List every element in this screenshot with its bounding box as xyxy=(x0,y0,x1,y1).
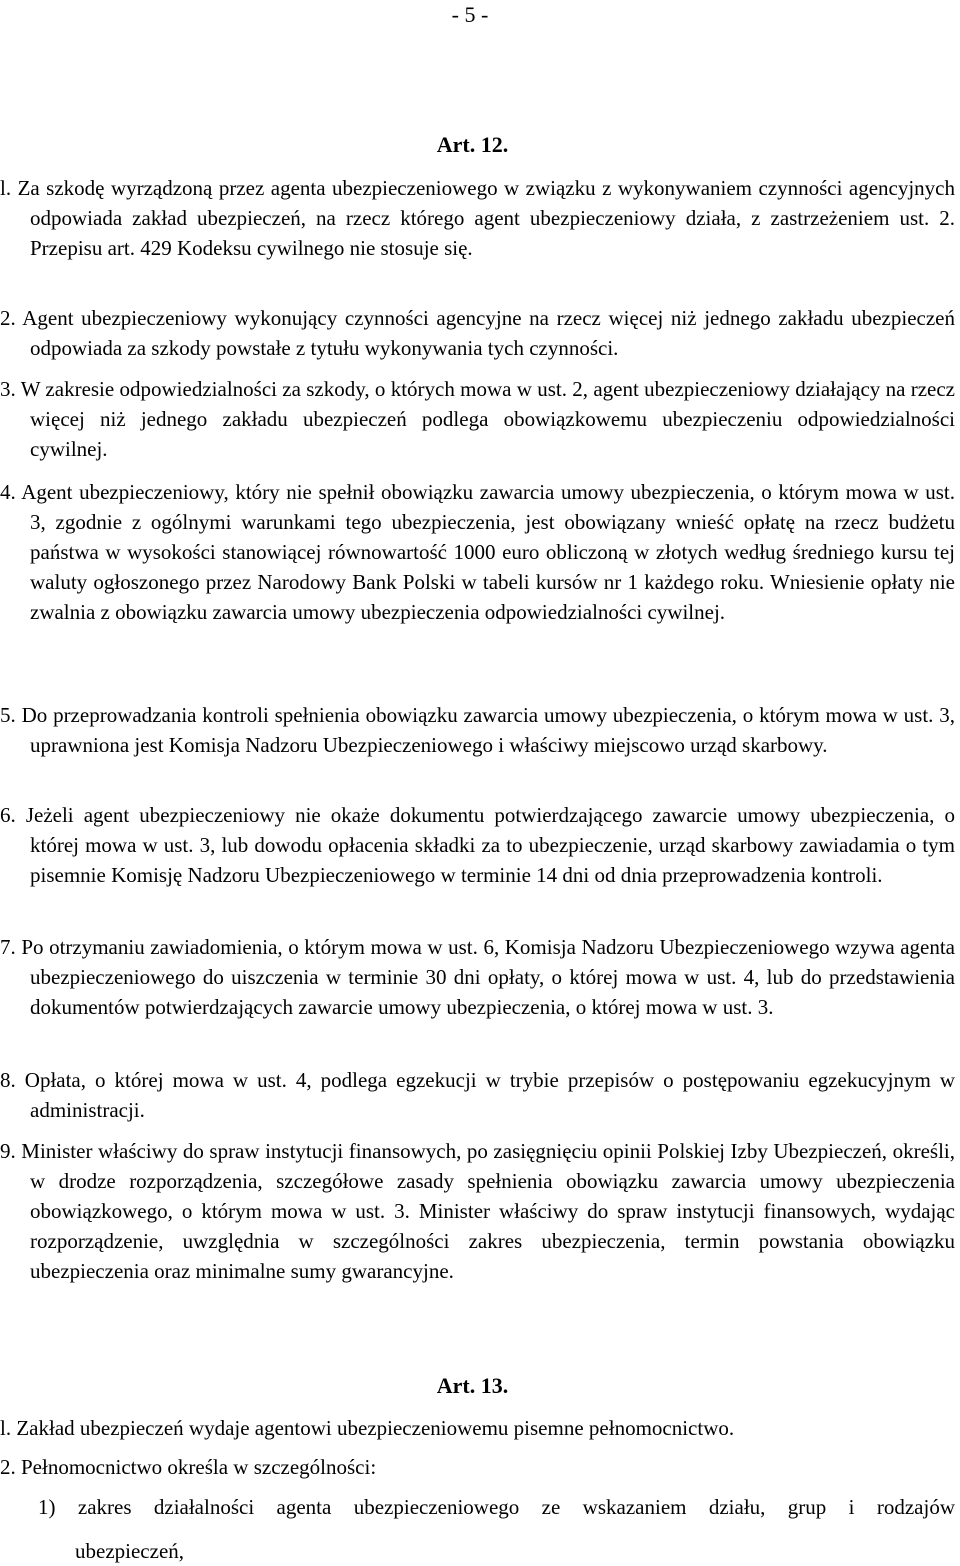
para-number: 3. xyxy=(0,377,16,401)
para-text: Jeżeli agent ubezpieczeniowy nie okaże dokumentu potwierdzającego zawarcie umowy ubezpieczenia, o której mowa w ust. 3, lub dowodu opłacenia składki za to ubezpieczenie, urząd skarbowy zawiadamia o tym pisemnie Komisję Nadzoru Ubezpieczeniowego w terminie 14 dni od dnia przeprowadzenia kontroli. xyxy=(25,803,956,887)
para-text: Opłata, o której mowa w ust. 4, podlega egzekucji w trybie przepisów o postępowaniu egzekucyjnym w administracji. xyxy=(24,1068,955,1122)
para-number: l. xyxy=(0,176,12,200)
art12-para-9 xyxy=(0,1136,955,1286)
para-number: 4. xyxy=(0,480,16,504)
para-text: Po otrzymaniu zawiadomienia, o którym mowa w ust. 6, Komisja Nadzoru Ubezpieczeniowego wzywa agenta ubezpieczeniowego do uiszczenia w terminie 30 dni opłaty, o której mowa w ust. 4, lub do przedstawienia dokumentów potwierdzających zawarcie umowy ubezpieczenia, o której mowa w ust. 3. xyxy=(21,935,956,1019)
art12-para-3 xyxy=(0,374,955,464)
para-text: Agent ubezpieczeniowy, który nie spełnił obowiązku zawarcia umowy ubezpieczenia, o którym mowa w ust. 3, zgodnie z ogólnymi warunkami tego ubezpieczenia, jest obowiązany wnieść opłatę na rzecz budżetu państwa w wysokości stanowiącej równowartość 1000 euro obliczoną w złotych według średniego kursu tej waluty ogłoszonego przez Narodowy Bank Polski w tabeli kursów nr 1 każdego roku. Wniesienie opłaty nie zwalnia z obowiązku zawarcia umowy ubezpieczenia odpowiedzialności cywilnej. xyxy=(21,480,956,624)
para-number: 6. xyxy=(0,803,16,827)
art12-para-7 xyxy=(0,932,956,1022)
art13-item-1: 1) zakres działalności agenta ubezpieczeniowego ze wskazaniem działu, grup i rodzajów xyxy=(38,1495,955,1519)
para-number: 2. xyxy=(0,306,16,330)
para-number: 7. xyxy=(0,935,16,959)
art12-para-5 xyxy=(0,700,955,760)
para-text: Do przeprowadzania kontroli spełnienia obowiązku zawarcia umowy ubezpieczenia, o którym mowa w ust. 3, uprawniona jest Komisja Nadzoru Ubezpieczeniowego i właściwy miejscowo urząd skarbowy. xyxy=(21,703,955,757)
para-text: Za szkodę wyrządzoną przez agenta ubezpieczeniowego w związku z wykonywaniem czynności agencyjnych odpowiada zakład ubezpieczeń, na rzecz którego agent ubezpieczeniowy działa, z zastrzeżeniem ust. 2. Przepisu art. 429 Kodeksu cywilnego nie stosuje się. xyxy=(17,176,956,260)
para-number: 9. xyxy=(0,1139,16,1163)
article-12-title: Art. 12. xyxy=(436,132,509,157)
para-number: 5. xyxy=(0,703,16,727)
art12-para-8 xyxy=(0,1065,955,1125)
para-text: W zakresie odpowiedzialności za szkody, o których mowa w ust. 2, agent ubezpieczeniowy działający na rzecz więcej niż jednego zakładu ubezpieczeń podlega obowiązkowemu ubezpieczeniu odpowiedzialności cywilnej. xyxy=(20,377,955,461)
art12-para-1 xyxy=(0,173,956,263)
art13-item-1-continuation: ubezpieczeń, xyxy=(75,1539,185,1563)
art13-para-1: l. Zakład ubezpieczeń wydaje agentowi ubezpieczeniowemu pisemne pełnomocnictwo. xyxy=(0,1416,735,1440)
page-number: - 5 - xyxy=(451,2,489,27)
art12-para-2 xyxy=(0,303,955,363)
art13-para-2: 2. Pełnomocnictwo określa w szczególności: xyxy=(0,1455,377,1479)
art12-para-6 xyxy=(0,800,956,890)
para-text: Agent ubezpieczeniowy wykonujący czynności agencyjne na rzecz więcej niż jednego zakładu ubezpieczeń odpowiada za szkody powstałe z tytułu wykonywania tych czynności. xyxy=(22,306,955,360)
article-13-title: Art. 13. xyxy=(436,1373,509,1398)
para-text: Minister właściwy do spraw instytucji finansowych, po zasięgnięciu opinii Polskiej Izby Ubezpieczeń, określi, w drodze rozporządzenia, szczegółowe zasady spełnienia obowiązku zawarcia umowy ubezpieczenia obowiązkowego, o którym mowa w ust. 3. Minister właściwy do spraw instytucji finansowych, wydając rozporządzenie, uwzględnia w szczególności zakres ubezpieczenia, termin powstania obowiązku ubezpieczenia oraz minimalne sumy gwarancyjne. xyxy=(21,1139,955,1283)
art12-para-4 xyxy=(0,477,956,627)
para-number: 8. xyxy=(0,1068,16,1092)
